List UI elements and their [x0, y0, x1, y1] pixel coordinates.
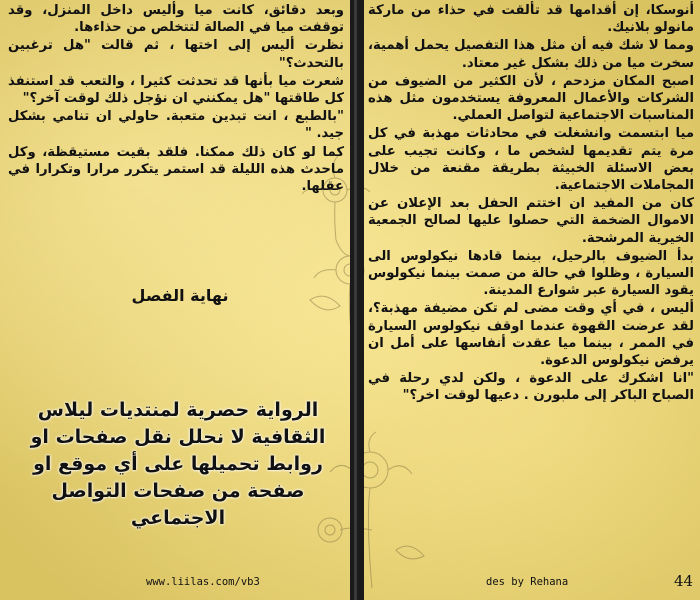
paragraph: كان من المفيد ان اختتم الحفل بعد الإعلان عن الاموال الضخمة التي حصلوا عليها لصالح الجمعية الخيرية المرشحة. [368, 196, 694, 246]
paragraph: "انا اشكرك على الدعوة ، ولكن لدي رحلة في الصباح الباكر إلى ملبورن . دعيها لوقت اخر؟" [368, 371, 694, 404]
paragraph: كما لو كان ذلك ممكنا. فلقد بقيت مستيقظة، وكل ماحدث هذه الليلة قد استمر يتكرر مرارا وتكرارا في عقلها. [8, 144, 344, 195]
site-url: www.liilas.com/vb3 [146, 576, 260, 588]
left-text-column [8, 2, 344, 196]
book-spine-divider [350, 0, 364, 600]
paragraph: ميا ابتسمت وانشغلت في محادثات مهذبة في كل مرة يتم تقديمها لشخص ما ، وكانت تجيب على بعض الاسئلة الخبيثة بطريقة مقنعة من خلال المجاملات الاجتماعية. [368, 126, 694, 194]
page-number: 44 [674, 572, 694, 590]
paragraph: وبعد دقائق، كانت ميا وأليس داخل المنزل، وقد توقفت ميا في الصالة لتتخلص من حذاءها. [8, 3, 344, 36]
copyright-notice: الرواية حصرية لمنتديات ليلاس الثقافية لا نحلل نقل صفحات او روابط تحميلها على أي موقع او صفحة من صفحات التواصل الاجتماعي [30, 399, 326, 529]
paragraph: اصبح المكان مزدحم ، لأن الكثير من الضيوف من الشركات والأعمال المعروفة يستخدمون مثل هذه المناسبات الاجتماعية لتواصل العملي. [368, 73, 694, 124]
paragraph: شعرت ميا بأنها قد تحدثت كثيرا ، والتعب قد استنفذ كل طاقتها "هل يمكنني ان نؤجل ذلك لوقت آخر؟" [8, 73, 344, 107]
right-text-column [368, 2, 694, 406]
paragraph: "بالطبع ، انت تبدين متعبة. حاولي ان تنامي بشكل جيد. " [8, 109, 344, 142]
paragraph: نظرت أليس إلى اختها ، ثم قالت "هل ترغبين بالتحدث؟" [8, 38, 344, 71]
chapter-end-heading: نهاية الفصل [131, 286, 229, 305]
design-credit: des by Rehana [486, 576, 569, 588]
paragraph: أنوسكا، إن أقدامها قد تألقت في حذاء من ماركة مانولو بلانيك. [368, 3, 694, 36]
paragraph: أليس ، في أي وقت مضى لم تكن مضيفة مهذبة؟، لقد عرضت القهوة عندما اوقف نيكولوس السيارة في الممر ، بينما ميا عقدت أنفاسها على أمل ان يرفض نيكولوس الدعوة. [368, 301, 694, 369]
paragraph: بدأ الضيوف بالرحيل، بينما قادها نيكولوس الى السيارة ، وظلوا في حالة من صمت بينما نيكولوس يقود السيارة عبر شوارع المدينة. [368, 248, 694, 299]
paragraph: ومما لا شك فيه أن مثل هذا التفصيل يحمل أهمية، سخرت ميا من ذلك بشكل غير معتاد. [368, 38, 694, 71]
